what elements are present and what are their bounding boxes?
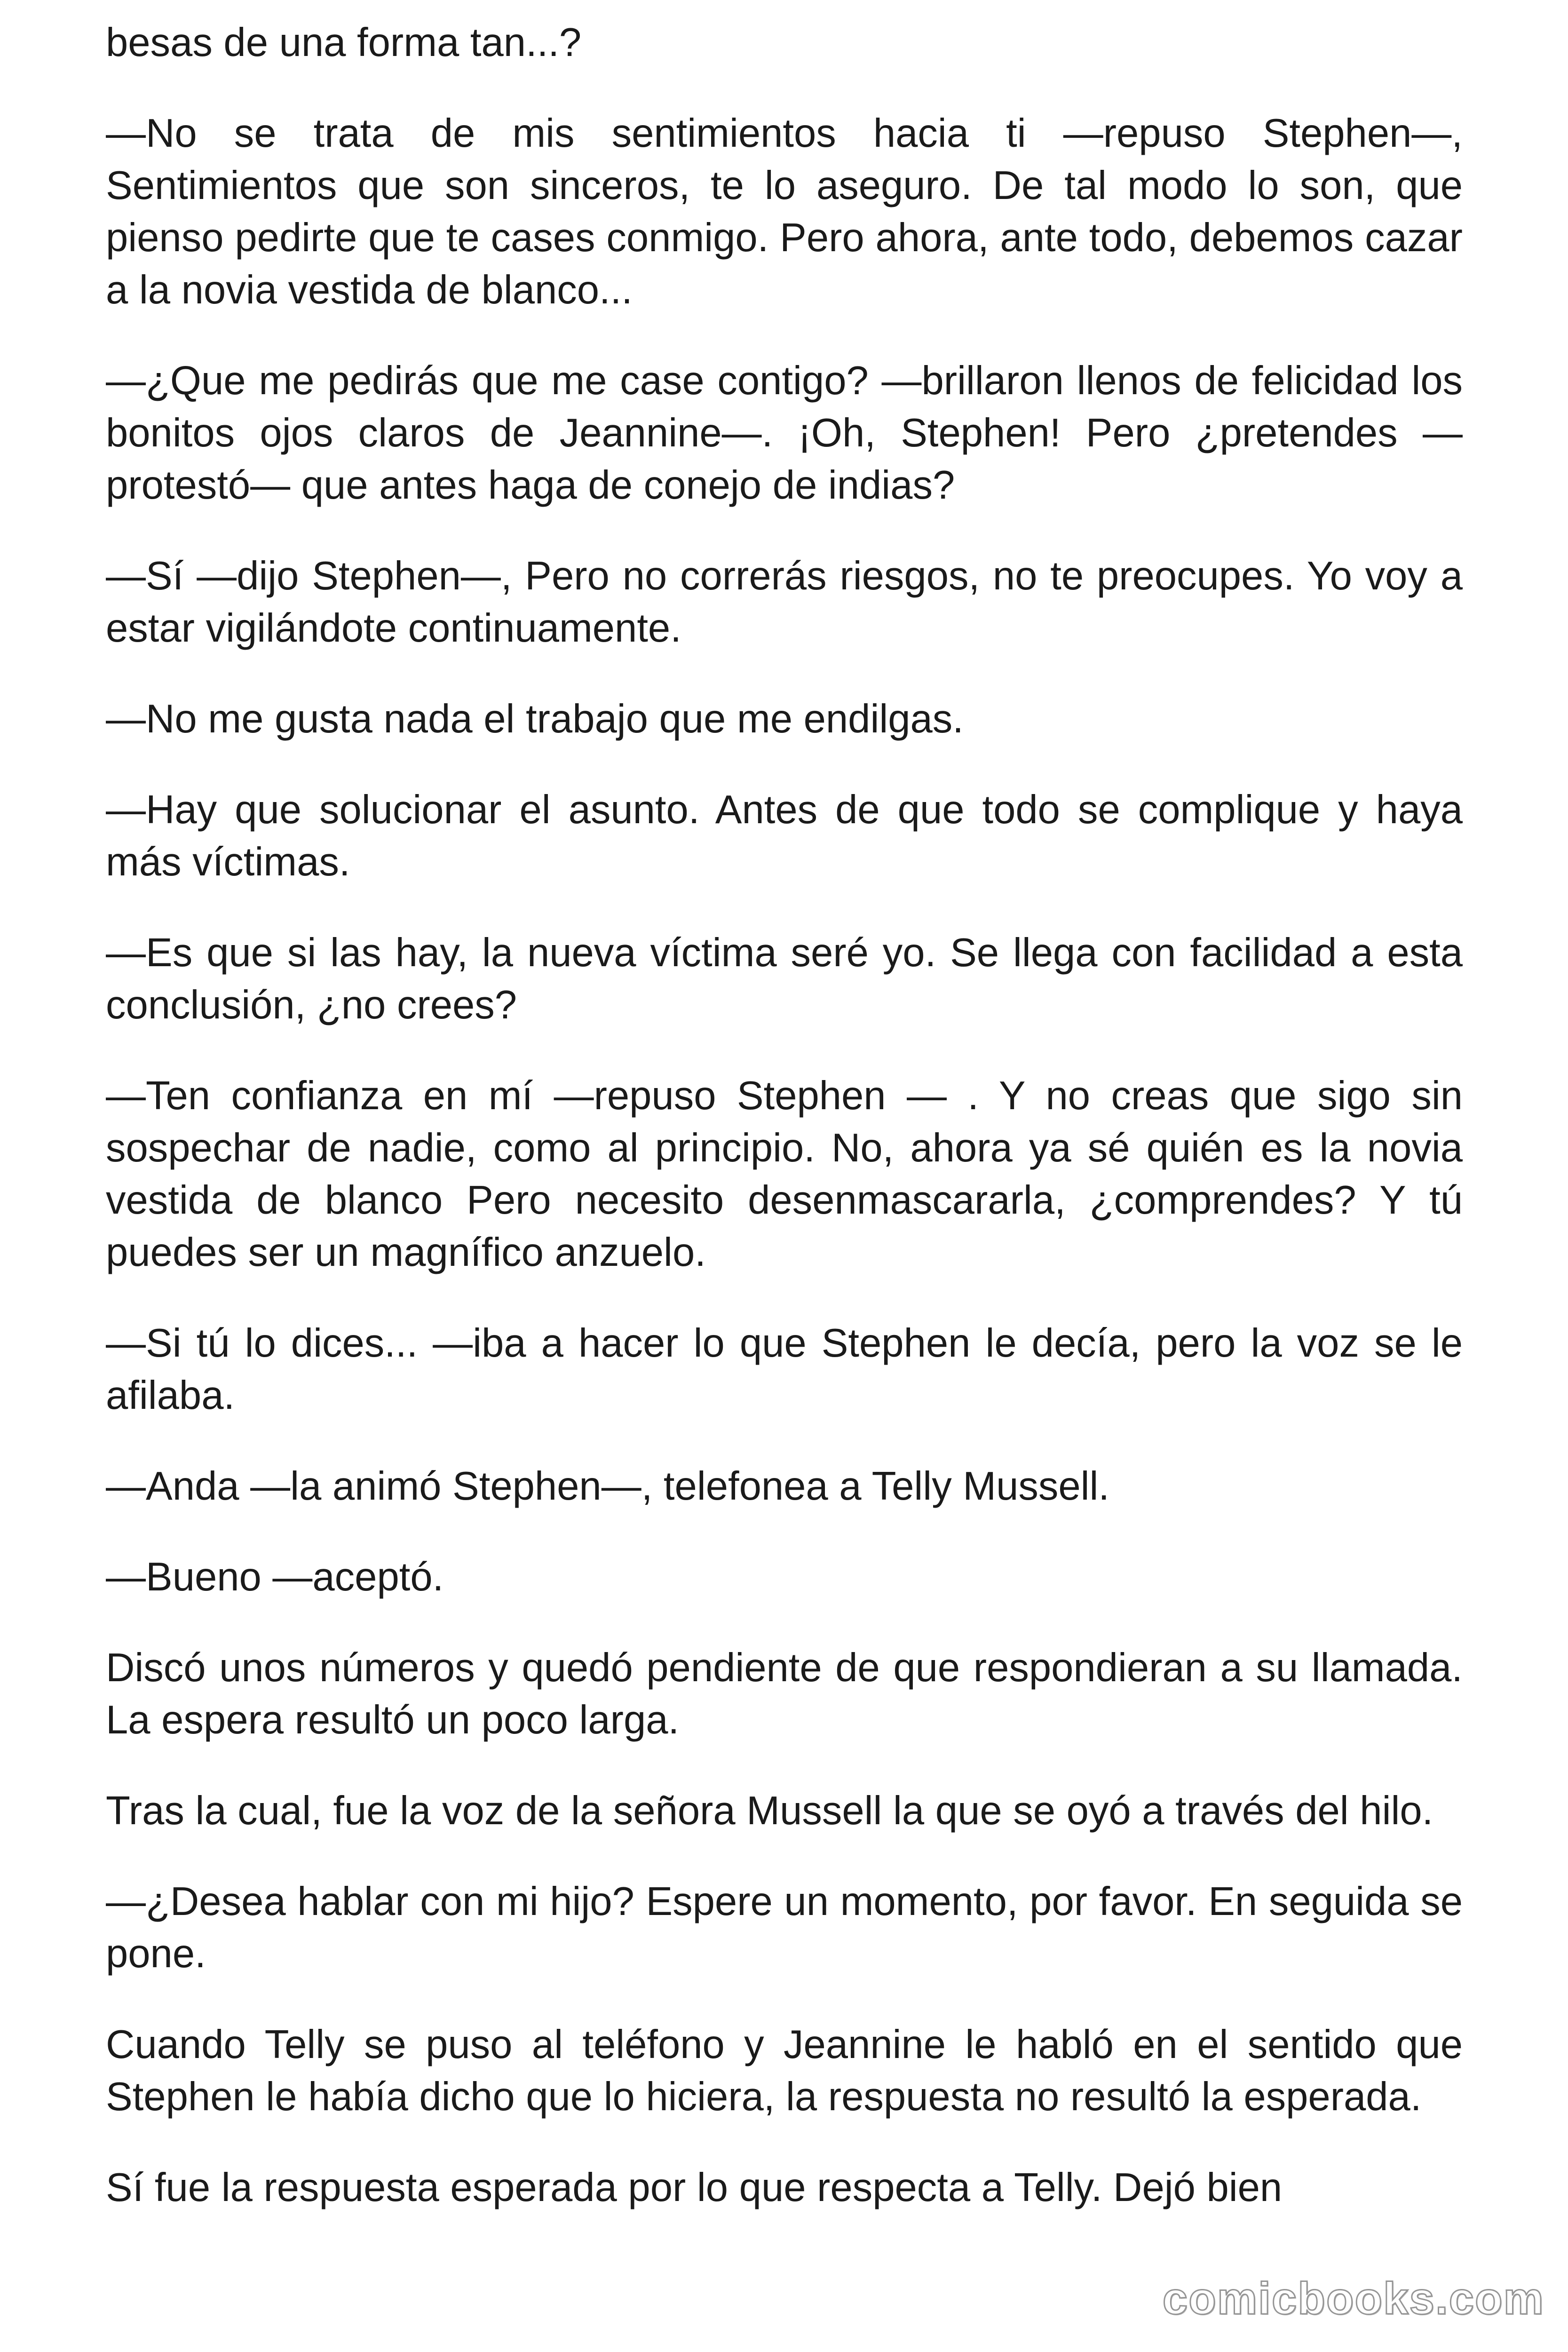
paragraph: —Sí —dijo Stephen—, Pero no correrás riesgos, no te preocupes. Yo voy a estar vigilándote continuamente. <box>106 554 1463 651</box>
paragraph: —¿Desea hablar con mi hijo? Espere un momento, por favor. En seguida se pone. <box>106 1879 1463 1976</box>
paragraph: —Ten confianza en mí —repuso Stephen — . Y no creas que sigo sin sospechar de nadie, como al principio. No, ahora ya sé quién es la novia vestida de blanco Pero necesito desenmascararla, ¿comprendes? Y tú puedes ser un magnífico anzuelo. <box>106 1073 1463 1275</box>
paragraph: —Anda —la animó Stephen—, telefonea a Telly Mussell. <box>106 1464 1110 1509</box>
watermark: comicbooks.com <box>1162 2273 1544 2324</box>
paragraph: Cuando Telly se puso al teléfono y Jeannine le habló en el sentido que Stephen le había dicho que lo hiciera, la respuesta no resultó la esperada. <box>106 2022 1463 2119</box>
paragraph: Tras la cual, fue la voz de la señora Mussell la que se oyó a través del hilo. <box>106 1788 1433 1833</box>
paragraph: —No me gusta nada el trabajo que me endilgas. <box>106 697 964 741</box>
paragraph: —Si tú lo dices... —iba a hacer lo que Stephen le decía, pero la voz se le afilaba. <box>106 1321 1463 1418</box>
paragraph: —No se trata de mis sentimientos hacia ti —repuso Stephen—, Sentimientos que son sinceros, te lo aseguro. De tal modo lo son, que pienso pedirte que te cases conmigo. Pero ahora, ante todo, debemos cazar a la novia vestida de blanco... <box>106 111 1463 312</box>
paragraph: Discó unos números y quedó pendiente de que respondieran a su llamada. La espera resultó un poco larga. <box>106 1645 1463 1742</box>
paragraph: —Bueno —aceptó. <box>106 1555 444 1599</box>
text-column <box>106 16 1463 2214</box>
paragraph: besas de una forma tan...? <box>106 20 582 65</box>
paragraph: —Es que si las hay, la nueva víctima seré yo. Se llega con facilidad a esta conclusión, ¿no crees? <box>106 930 1463 1027</box>
paragraph: —¿Que me pedirás que me case contigo? —brillaron llenos de felicidad los bonitos ojos claros de Jeannine—. ¡Oh, Stephen! Pero ¿pretendes —protestó— que antes haga de conejo de indias? <box>106 358 1463 508</box>
paragraph-last: Sí fue la respuesta esperada por lo que respecta a Telly. Dejó bien <box>106 2165 1283 2210</box>
paragraph: —Hay que solucionar el asunto. Antes de que todo se complique y haya más víctimas. <box>106 787 1463 884</box>
